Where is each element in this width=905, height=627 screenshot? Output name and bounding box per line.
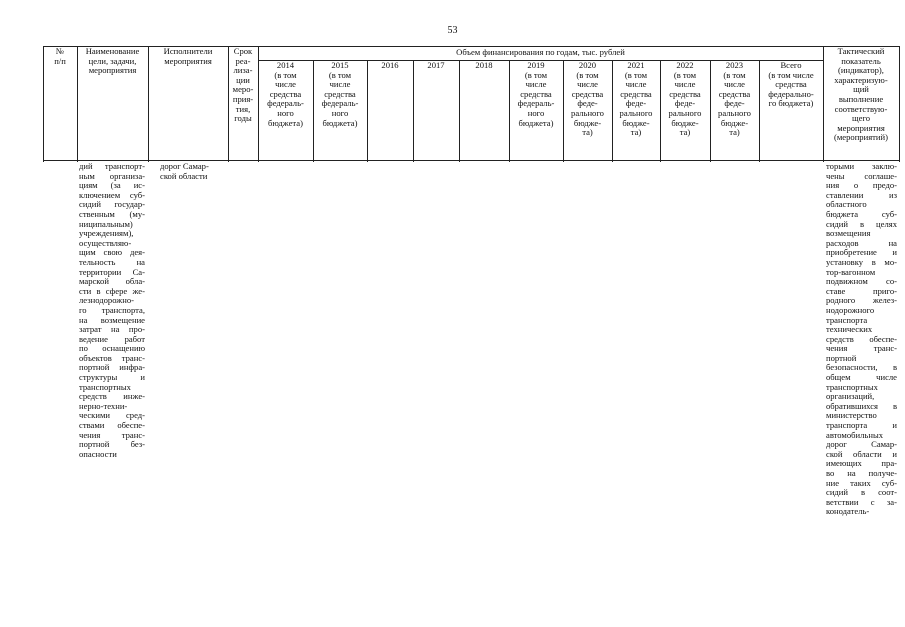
header-year-note: та) xyxy=(679,127,691,138)
body-indicator-cell-line: технических xyxy=(826,324,873,335)
header-year-2020: 2020 xyxy=(578,60,597,70)
header-term-cell: тия, xyxy=(235,103,251,114)
body-indicator-cell-line: ставе приго- xyxy=(826,285,897,296)
body-name-cell xyxy=(79,162,145,459)
header-term-cell: лиза- xyxy=(233,65,253,76)
body-indicator-cell-line: обратившихся в xyxy=(826,400,897,411)
header-indicator-cell: (мероприятий) xyxy=(834,132,888,143)
header-year-note: бюдже- xyxy=(573,117,602,128)
header-year-note: феде- xyxy=(577,98,598,109)
header-year-note: рального xyxy=(718,108,751,118)
header-total-cell: (в том числе xyxy=(768,69,814,80)
header-year-note: числе xyxy=(329,79,351,90)
body-name-cell-line: по оснащению xyxy=(79,343,145,354)
header-year-note: бюджета) xyxy=(518,117,554,128)
body-name-cell-line: портной инфра- xyxy=(79,362,145,373)
header-year-note: числе xyxy=(625,79,647,90)
header-year-note: (в том xyxy=(723,69,746,80)
body-indicator-cell-line: сидий в соот- xyxy=(826,487,897,498)
body-name-cell-line: затрат на про- xyxy=(79,324,145,335)
header-year-2015: 2015 xyxy=(331,60,349,70)
header-year-note: средства xyxy=(571,88,604,99)
column-divider xyxy=(459,60,460,162)
body-name-cell-line: опасности xyxy=(79,448,117,459)
column-divider xyxy=(413,60,414,162)
header-term-cell: годы xyxy=(234,113,252,124)
body-name-cell-line: ниципальным) xyxy=(79,218,133,229)
header-year-note: рального xyxy=(571,108,604,118)
body-indicator-cell-line: ской области и xyxy=(826,448,897,459)
body-indicator-cell-line: транспорта и xyxy=(826,420,897,431)
header-year-note: бюдже- xyxy=(671,117,699,128)
header-executors-cell: Исполнители xyxy=(163,46,213,56)
header-year-note: федераль- xyxy=(267,98,304,109)
header-indicator-cell: Тактический xyxy=(837,46,885,56)
header-name-cell: мероприятия xyxy=(88,65,137,76)
body-indicator-cell-line: чения транс- xyxy=(826,343,897,354)
body-indicator-cell xyxy=(826,162,897,517)
body-indicator-cell-line: нодорожного xyxy=(826,304,875,315)
body-indicator-cell-line: организаций, xyxy=(826,391,875,402)
header-total-cell: федерально- xyxy=(768,88,814,99)
header-year-note: ного xyxy=(277,108,294,118)
header-year-note: бюджета) xyxy=(322,117,358,128)
column-divider xyxy=(367,60,368,162)
header-year-note: средства xyxy=(620,88,652,99)
header-year-note: числе xyxy=(275,79,296,90)
header-term-cell: реа- xyxy=(235,55,251,66)
header-term-cell: меро- xyxy=(232,84,254,95)
header-indicator-cell: соответствую- xyxy=(834,103,888,114)
body-name-cell-line: нерно-техни- xyxy=(79,400,128,411)
header-indicator-cell: мероприятия xyxy=(837,122,885,133)
header-name-cell: цели, задачи, xyxy=(88,55,137,66)
body-name-cell-line: лезнодорожно- xyxy=(79,295,134,306)
body-name-cell-line: сидий государ- xyxy=(79,199,145,210)
header-year-note: феде- xyxy=(724,98,745,109)
header-year-note: числе xyxy=(525,79,547,90)
body-name-cell-line: ствами обеспе- xyxy=(79,420,145,431)
header-total-cell: го бюджета) xyxy=(768,98,814,109)
body-name-cell-line: го транспорта, xyxy=(79,304,145,315)
body-indicator-cell-line: родного желез- xyxy=(826,295,897,306)
body-indicator-cell-line: транспорта xyxy=(826,314,868,325)
body-indicator-cell-line: тор-вагонном xyxy=(826,266,876,277)
body-indicator-cell-line: безопасности, в xyxy=(826,362,897,373)
page-number: 53 xyxy=(447,25,458,36)
body-name-cell-line: учреждениям), xyxy=(79,228,134,239)
body-name-cell-line: сти в сфере же- xyxy=(79,285,145,296)
header-indicator-cell: показатель xyxy=(841,55,881,66)
body-indicator-cell-line: средств обеспе- xyxy=(826,333,897,344)
header-name-cell: Наименование xyxy=(85,46,140,56)
body-name-cell-line: на возмещение xyxy=(79,314,145,325)
header-year-note: бюдже- xyxy=(622,117,650,128)
body-executors-cell-line: ской области xyxy=(160,170,208,181)
header-funding-title: Объем финансирования по годам, тыс. рублей xyxy=(456,47,625,57)
body-name-cell-line: портной без- xyxy=(79,439,145,450)
body-name-cell-line: ным организа- xyxy=(79,170,145,181)
body-indicator-cell-line: ния о предо- xyxy=(826,180,897,191)
body-indicator-cell-line: бюджета суб- xyxy=(826,208,897,219)
body-name-cell-line: территории Са- xyxy=(79,266,145,277)
column-divider xyxy=(899,46,900,162)
body-name-cell-line: марской обла- xyxy=(79,276,145,287)
header-year-note: та) xyxy=(582,127,593,138)
body-indicator-cell-line: министерство xyxy=(826,410,877,421)
body-name-cell-line: ведение работ xyxy=(79,333,145,344)
header-year-note: та) xyxy=(729,127,740,138)
header-year-2014: 2014 xyxy=(276,60,295,70)
body-indicator-cell-line: установку в мо- xyxy=(826,256,897,267)
body-indicator-cell-line: ставлении из xyxy=(826,189,897,200)
header-year-note: числе xyxy=(674,79,696,90)
body-name-cell-line: объектов транс- xyxy=(79,352,145,363)
body-indicator-cell-line: имеющих пра- xyxy=(826,458,897,469)
header-year-2019: 2019 xyxy=(527,60,545,70)
body-name-cell-line: ческими сред- xyxy=(79,410,145,421)
header-year-note: средства xyxy=(269,88,302,99)
header-year-note: федераль- xyxy=(517,98,555,109)
body-indicator-cell-line: транспортных xyxy=(826,381,878,392)
header-year-note: (в том xyxy=(624,69,648,80)
header-year-2023: 2023 xyxy=(725,60,744,70)
body-indicator-cell-line: приобретение и xyxy=(826,247,897,258)
header-year-note: (в том xyxy=(328,69,352,80)
body-indicator-cell-line: автомобильных xyxy=(826,429,884,440)
header-year-note: средства xyxy=(520,88,552,99)
header-year-note: ного xyxy=(331,108,349,118)
body-indicator-cell-line: конодатель- xyxy=(826,506,870,517)
header-year-2017: 2017 xyxy=(427,60,445,70)
body-name-cell-line: чения транс- xyxy=(79,429,145,440)
header-term-cell: Срок xyxy=(233,46,253,56)
header-year-note: рального xyxy=(668,108,702,118)
body-name-cell-line: дий транспорт- xyxy=(79,161,145,171)
body-indicator-cell-line: общем числе xyxy=(826,372,897,383)
body-name-cell-line: щим свою дея- xyxy=(79,247,145,258)
header-year-2018: 2018 xyxy=(475,60,493,70)
header-year-note: числе xyxy=(577,79,598,90)
header-year-note: рального xyxy=(619,108,653,118)
body-name-cell-line: циям (за ис- xyxy=(79,180,145,191)
body-indicator-cell-line: ветствии с за- xyxy=(826,496,897,507)
header-indicator-cell: (индикатор), xyxy=(838,65,884,76)
header-year-note: бюдже- xyxy=(720,117,749,128)
body-indicator-cell-line: областного xyxy=(826,199,867,210)
body-name-cell-line: тельность на xyxy=(79,256,145,267)
header-indicator-cell: щего xyxy=(851,113,871,124)
body-executors-cell xyxy=(160,162,226,181)
body-indicator-cell-line: подвижном со- xyxy=(826,276,897,287)
header-year-2021: 2021 xyxy=(627,60,645,70)
body-executors-cell-line: дорог Самар- xyxy=(160,161,209,171)
body-name-cell-line: ключением суб- xyxy=(79,189,145,200)
body-indicator-cell-line: чены соглаше- xyxy=(826,170,897,181)
header-number-cell: п/п xyxy=(54,55,66,66)
header-year-note: (в том xyxy=(673,69,697,80)
body-indicator-cell-line: возмещения xyxy=(826,228,871,239)
header-term-cell: прия- xyxy=(232,94,254,104)
body-indicator-cell-line: портной xyxy=(826,352,857,363)
header-year-note: (в том xyxy=(576,69,599,80)
header-year-note: средства xyxy=(669,88,701,99)
header-year-note: та) xyxy=(630,127,642,138)
body-indicator-cell-line: дорог Самар- xyxy=(826,439,897,450)
body-name-cell-line: транспортных xyxy=(79,381,131,392)
body-indicator-cell-line: сидий в целях xyxy=(826,218,897,229)
header-year-note: феде- xyxy=(674,98,696,109)
body-indicator-cell-line: расходов на xyxy=(826,237,897,248)
header-year-note: средства xyxy=(324,88,356,99)
header-year-note: (в том xyxy=(274,69,297,80)
header-term-cell: ции xyxy=(236,74,250,85)
body-indicator-cell-line: ние таких суб- xyxy=(826,477,897,488)
header-number-cell: № xyxy=(55,46,65,56)
header-indicator-cell: выполнение xyxy=(838,94,884,104)
body-indicator-cell-line: во на получе- xyxy=(826,468,897,478)
header-year-note: бюджета) xyxy=(268,117,303,128)
header-year-2016: 2016 xyxy=(381,60,399,70)
body-name-cell-line: осуществляю- xyxy=(79,237,132,248)
body-name-cell-line: средств инже- xyxy=(79,391,145,402)
header-year-note: (в том xyxy=(524,69,548,80)
body-indicator-cell-line: торыми заклю- xyxy=(826,161,897,171)
header-year-note: средства xyxy=(718,88,751,99)
header-total-cell: Всего xyxy=(780,60,802,70)
header-year-note: федераль- xyxy=(321,98,359,109)
header-year-2022: 2022 xyxy=(676,60,694,70)
header-indicator-cell: характеризую- xyxy=(834,74,888,85)
header-executors-cell: мероприятия xyxy=(164,55,212,66)
body-name-cell-line: ственным (му- xyxy=(79,208,145,219)
header-year-note: числе xyxy=(724,79,745,90)
header-year-note: ного xyxy=(527,108,545,118)
header-year-note: феде- xyxy=(625,98,647,109)
header-indicator-cell: щий xyxy=(853,84,869,95)
header-total-cell: средства xyxy=(775,79,807,90)
body-name-cell-line: структуры и xyxy=(79,372,145,383)
